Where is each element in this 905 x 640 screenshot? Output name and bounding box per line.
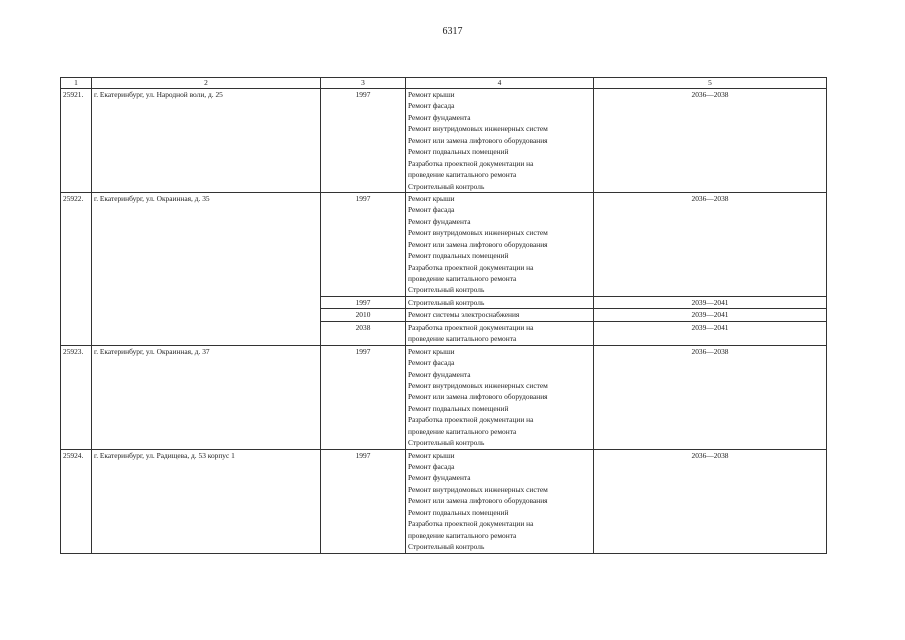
year-cell: 1997 <box>321 449 406 553</box>
work-item: Ремонт фасада <box>408 101 455 111</box>
table-row <box>61 192 827 296</box>
period-cell: 2039—2041 <box>594 309 827 321</box>
work-item: Ремонт или замена лифтового оборудования <box>408 496 548 506</box>
work-item: Ремонт внутридомовых инженерных систем <box>408 124 548 134</box>
year-cell: 1997 <box>321 296 406 308</box>
works-cell <box>406 321 594 345</box>
year-cell: 1997 <box>321 89 406 193</box>
column-header-1: 1 <box>61 78 92 89</box>
work-item: Ремонт фасада <box>408 205 455 215</box>
record-address: г. Екатеринбург, ул. Окраинная, д. 35 <box>92 192 321 345</box>
work-item: Ремонт системы электроснабжения <box>408 310 520 320</box>
record-number: 25923. <box>61 345 92 449</box>
work-item: Ремонт фундамента <box>408 369 471 379</box>
work-item: Ремонт фундамента <box>408 473 471 483</box>
table-row <box>61 89 827 193</box>
column-header-5: 5 <box>594 78 827 89</box>
column-header-2: 2 <box>92 78 321 89</box>
work-item: Ремонт или замена лифтового оборудования <box>408 392 548 402</box>
work-item: Ремонт фундамента <box>408 216 471 226</box>
work-item: Ремонт крыши <box>408 90 455 99</box>
column-number-row <box>61 78 827 89</box>
work-item: проведение капитального ремонта <box>408 334 517 344</box>
work-item: Разработка проектной документации на <box>408 415 534 425</box>
record-address: г. Екатеринбург, ул. Окраинная, д. 37 <box>92 345 321 449</box>
works-cell <box>406 192 594 296</box>
work-item: Строительный контроль <box>408 285 485 295</box>
period-cell: 2036—2038 <box>594 89 827 193</box>
work-item: Строительный контроль <box>408 297 485 307</box>
work-item: Ремонт фундамента <box>408 112 471 122</box>
record-number: 25924. <box>61 449 92 553</box>
works-cell <box>406 345 594 449</box>
column-header-4: 4 <box>406 78 594 89</box>
work-item: Строительный контроль <box>408 181 485 191</box>
work-item: Ремонт подвальных помещений <box>408 251 509 261</box>
page-number: 6317 <box>442 26 463 37</box>
work-item: Ремонт крыши <box>408 450 455 460</box>
work-item: Ремонт фасада <box>408 462 455 471</box>
period-cell: 2036—2038 <box>594 449 827 553</box>
record-address: г. Екатеринбург, ул. Радищева, д. 53 корпус 1 <box>92 449 321 553</box>
year-cell: 2010 <box>321 309 406 321</box>
work-item: Ремонт крыши <box>408 193 455 203</box>
period-cell: 2036—2038 <box>594 192 827 296</box>
record-number: 25921. <box>61 89 92 193</box>
column-header-3: 3 <box>321 78 406 89</box>
period-cell: 2036—2038 <box>594 345 827 449</box>
period-cell: 2039—2041 <box>594 321 827 345</box>
work-item: проведение капитального ремонта <box>408 274 517 283</box>
work-item: Ремонт крыши <box>408 346 455 356</box>
work-item: Ремонт подвальных помещений <box>408 507 509 517</box>
work-item: Разработка проектной документации на <box>408 322 534 332</box>
table-body <box>61 89 827 554</box>
work-item: проведение капитального ремонта <box>408 426 517 436</box>
work-item: Ремонт фасада <box>408 358 455 368</box>
work-item: Ремонт внутридомовых инженерных систем <box>408 484 548 494</box>
work-item: Строительный контроль <box>408 542 485 552</box>
work-item: Ремонт подвальных помещений <box>408 403 509 413</box>
works-cell <box>406 309 594 321</box>
period-cell: 2039—2041 <box>594 296 827 308</box>
work-item: Разработка проектной документации на <box>408 158 534 168</box>
year-cell: 1997 <box>321 192 406 296</box>
work-item: Разработка проектной документации на <box>408 262 534 272</box>
year-cell: 1997 <box>321 345 406 449</box>
year-cell: 2038 <box>321 321 406 345</box>
record-number: 25922. <box>61 192 92 345</box>
work-item: Ремонт внутридомовых инженерных систем <box>408 228 548 238</box>
table-row <box>61 345 827 449</box>
works-cell <box>406 449 594 553</box>
work-item: проведение капитального ремонта <box>408 170 517 180</box>
table-row <box>61 449 827 553</box>
works-cell <box>406 296 594 308</box>
work-item: Разработка проектной документации на <box>408 519 534 529</box>
work-item: Ремонт подвальных помещений <box>408 147 509 157</box>
work-item: проведение капитального ремонта <box>408 530 517 540</box>
work-item: Ремонт внутридомовых инженерных систем <box>408 380 548 390</box>
works-cell <box>406 89 594 193</box>
capital-repair-table <box>60 77 827 554</box>
record-address: г. Екатеринбург, ул. Народной воли, д. 25 <box>92 89 321 193</box>
work-item: Строительный контроль <box>408 438 485 448</box>
work-item: Ремонт или замена лифтового оборудования <box>408 239 548 249</box>
work-item: Ремонт или замена лифтового оборудования <box>408 135 548 145</box>
